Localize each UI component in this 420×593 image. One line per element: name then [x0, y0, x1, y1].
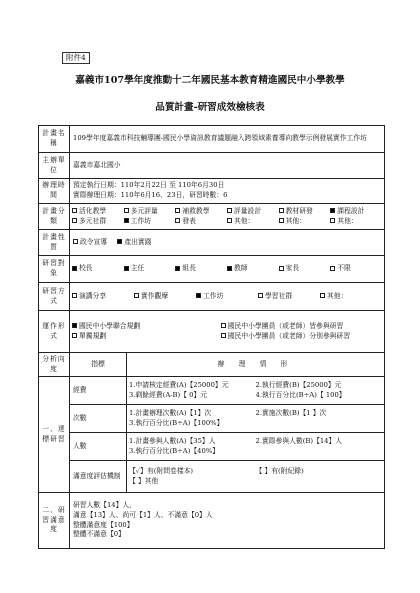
category-option[interactable]: 其他：: [227, 217, 254, 227]
category-option[interactable]: 其他：: [279, 217, 306, 227]
checkbox-icon: [73, 239, 78, 244]
checkbox-icon: [279, 218, 284, 223]
checkbox-icon: [175, 218, 180, 223]
funds-row: [39, 377, 385, 405]
target-label: 研習對象: [39, 256, 70, 283]
checkbox-checked-icon: [330, 208, 335, 213]
satisfaction-count: 研習人數【14】人，: [73, 500, 137, 509]
checkbox-icon: [124, 208, 129, 213]
evaluation-row: [39, 461, 385, 493]
method-option[interactable]: 實作觀摩: [134, 292, 168, 302]
checkbox-icon: [279, 208, 284, 213]
times-percent: 3.執行百分比(B÷A)【100%】: [129, 418, 224, 427]
target-row: [39, 256, 385, 283]
funds-percent: 4.執行百分比(B÷A)【 100】: [255, 390, 346, 399]
people-actual: 2.實際參與人數(B)【14】人: [255, 436, 343, 445]
nature-option[interactable]: 政令宣導: [73, 238, 107, 248]
method-option[interactable]: 工作坊: [196, 292, 223, 302]
category-option[interactable]: 教材研發: [279, 207, 313, 217]
category-option[interactable]: 發表: [175, 217, 196, 227]
checkbox-checked-icon: [196, 293, 201, 298]
target-option[interactable]: 校長: [72, 264, 93, 274]
plan-name-row: [39, 126, 385, 153]
target-option[interactable]: 主任: [124, 264, 145, 274]
checkbox-icon: [330, 266, 335, 271]
dissatisfaction-overall: 整體不滿意【0】: [73, 530, 125, 539]
organizer-value: 嘉義市嘉北國小: [70, 153, 385, 179]
plan-name-label: 計畫名稱: [39, 126, 70, 153]
method-option[interactable]: 其他：: [320, 292, 347, 302]
checkbox-icon: [72, 218, 77, 223]
people-label: 人數: [70, 433, 127, 461]
target-option[interactable]: 教師: [227, 264, 248, 274]
operation-label: 運作形式: [39, 311, 70, 353]
checkbox-checked-icon: [175, 266, 180, 271]
checkbox-icon: [279, 266, 284, 271]
funds-executed: 2.執行經費(B)【25000】元: [255, 380, 342, 389]
checkbox-checked-icon: [227, 266, 232, 271]
checkbox-icon: [320, 293, 325, 298]
satisfaction-breakdown: 滿意【13】人、尚可【1】人、不滿意【0】人: [73, 510, 213, 519]
status-header: 辦 理 情 形: [127, 353, 385, 377]
people-percent: 3.執行百分比(B÷A)【40%】: [129, 446, 220, 455]
category-option[interactable]: 活化教學: [72, 207, 106, 217]
category-option[interactable]: 其他：: [330, 217, 357, 227]
checkbox-checked-icon: [72, 323, 77, 328]
checkbox-icon[interactable]: [221, 333, 226, 338]
category-option[interactable]: 工作坊: [124, 217, 151, 227]
satisfaction-row: [39, 493, 385, 549]
checkbox-checked-icon: [72, 266, 77, 271]
nature-row: [39, 230, 385, 256]
funds-remaining: 3.剩餘經費(A-B)【 0】元: [129, 390, 208, 399]
category-option[interactable]: 評量設計: [227, 207, 261, 217]
times-row: [39, 405, 385, 433]
category-row: [39, 204, 385, 230]
checkbox-icon: [134, 293, 139, 298]
operation-option-label: 國民中小學團員（或老師）分別參與研習: [227, 331, 351, 340]
checkbox-icon: [175, 208, 180, 213]
eval-option-other[interactable]: 【 】其他: [129, 476, 159, 485]
category-option[interactable]: 多元評量: [124, 207, 158, 217]
operation-row: [39, 311, 385, 353]
category-option[interactable]: 課程設計: [330, 207, 364, 217]
analysis-label: 分析向度: [39, 353, 70, 377]
times-label: 次數: [70, 405, 127, 433]
document-subtitle: 品質計畫-研習成效檢核表: [155, 102, 265, 113]
operation-option[interactable]: 國民中小學聯合規劃: [72, 322, 140, 332]
evaluation-label: 滿意度評估機制: [70, 461, 127, 493]
checkbox-icon: [72, 208, 77, 213]
indicator-header: 指標: [70, 353, 127, 377]
evaluation-form: [38, 125, 385, 549]
times-actual: 2.實施次數(B)【1 】次: [255, 408, 327, 417]
times-planned: 1.計畫辦理次數(A)【1】次: [129, 408, 212, 417]
target-option[interactable]: 家長: [279, 264, 300, 274]
annex-label: 附件4: [62, 52, 90, 64]
organizer-row: [39, 153, 385, 179]
eval-option-survey[interactable]: 【✓】有(附問卷樣本): [129, 466, 194, 475]
planned-date: 預定執行日期：110年2月22日 至 110年6月30日: [73, 181, 225, 190]
people-planned: 1.計畫參與人數(A)【35】人: [129, 436, 216, 445]
satisfaction-overall: 整體滿意度【100】: [73, 520, 134, 529]
funds-approved: 1.申請核定經費(A)【25000】元: [129, 380, 229, 389]
checkbox-icon: [258, 293, 263, 298]
target-option[interactable]: 組長: [175, 264, 196, 274]
method-label: 研習方式: [39, 283, 70, 311]
checkbox-checked-icon: [124, 266, 129, 271]
plan-name-value: 109學年度嘉義市科技輔導團-國民小學資訊教育議題融入跨領域素養導向教學示例發展實作工作坊: [70, 126, 385, 153]
method-row: [39, 283, 385, 311]
checkbox-icon: [227, 218, 232, 223]
eval-option-record[interactable]: 【 】有(附紀錄): [255, 466, 304, 475]
analysis-header-row: [39, 353, 385, 377]
checkbox-icon: [227, 208, 232, 213]
operation-option[interactable]: 單獨規劃: [72, 332, 106, 342]
category-option[interactable]: 補救教學: [175, 207, 209, 217]
funds-label: 經費: [70, 377, 127, 405]
document-title: 嘉義市107學年度推動十二年國民基本教育精進國民中小學教學: [75, 75, 345, 86]
checkbox-icon: [330, 218, 335, 223]
time-label: 辦理時間: [39, 179, 70, 204]
target-option[interactable]: 不限: [330, 264, 351, 274]
checkbox-checked-icon: [124, 218, 129, 223]
checkbox-icon: [72, 293, 77, 298]
actual-date: 實際辦理日期：110年6月16、23日，研習時數：6: [73, 191, 228, 199]
checkbox-icon: [72, 333, 77, 338]
people-row: [39, 433, 385, 461]
nature-option[interactable]: 產出實踐: [117, 238, 151, 248]
section1-label: 一、達標研習: [39, 377, 70, 493]
nature-label: 計畫性質: [39, 230, 70, 256]
category-label: 計畫分類: [39, 204, 70, 230]
checkbox-icon[interactable]: [221, 323, 226, 328]
section2-label: 二、研習滿意度: [39, 493, 70, 549]
operation-option-label: 國民中小學團員（或老師）皆參與研習: [227, 321, 344, 330]
time-row: [39, 179, 385, 204]
category-option[interactable]: 多元社群: [72, 217, 106, 227]
method-option[interactable]: 演講分享: [72, 292, 106, 302]
organizer-label: 主辦單位: [39, 153, 70, 179]
method-option[interactable]: 學習社群: [258, 292, 292, 302]
checkbox-checked-icon: [117, 239, 122, 244]
